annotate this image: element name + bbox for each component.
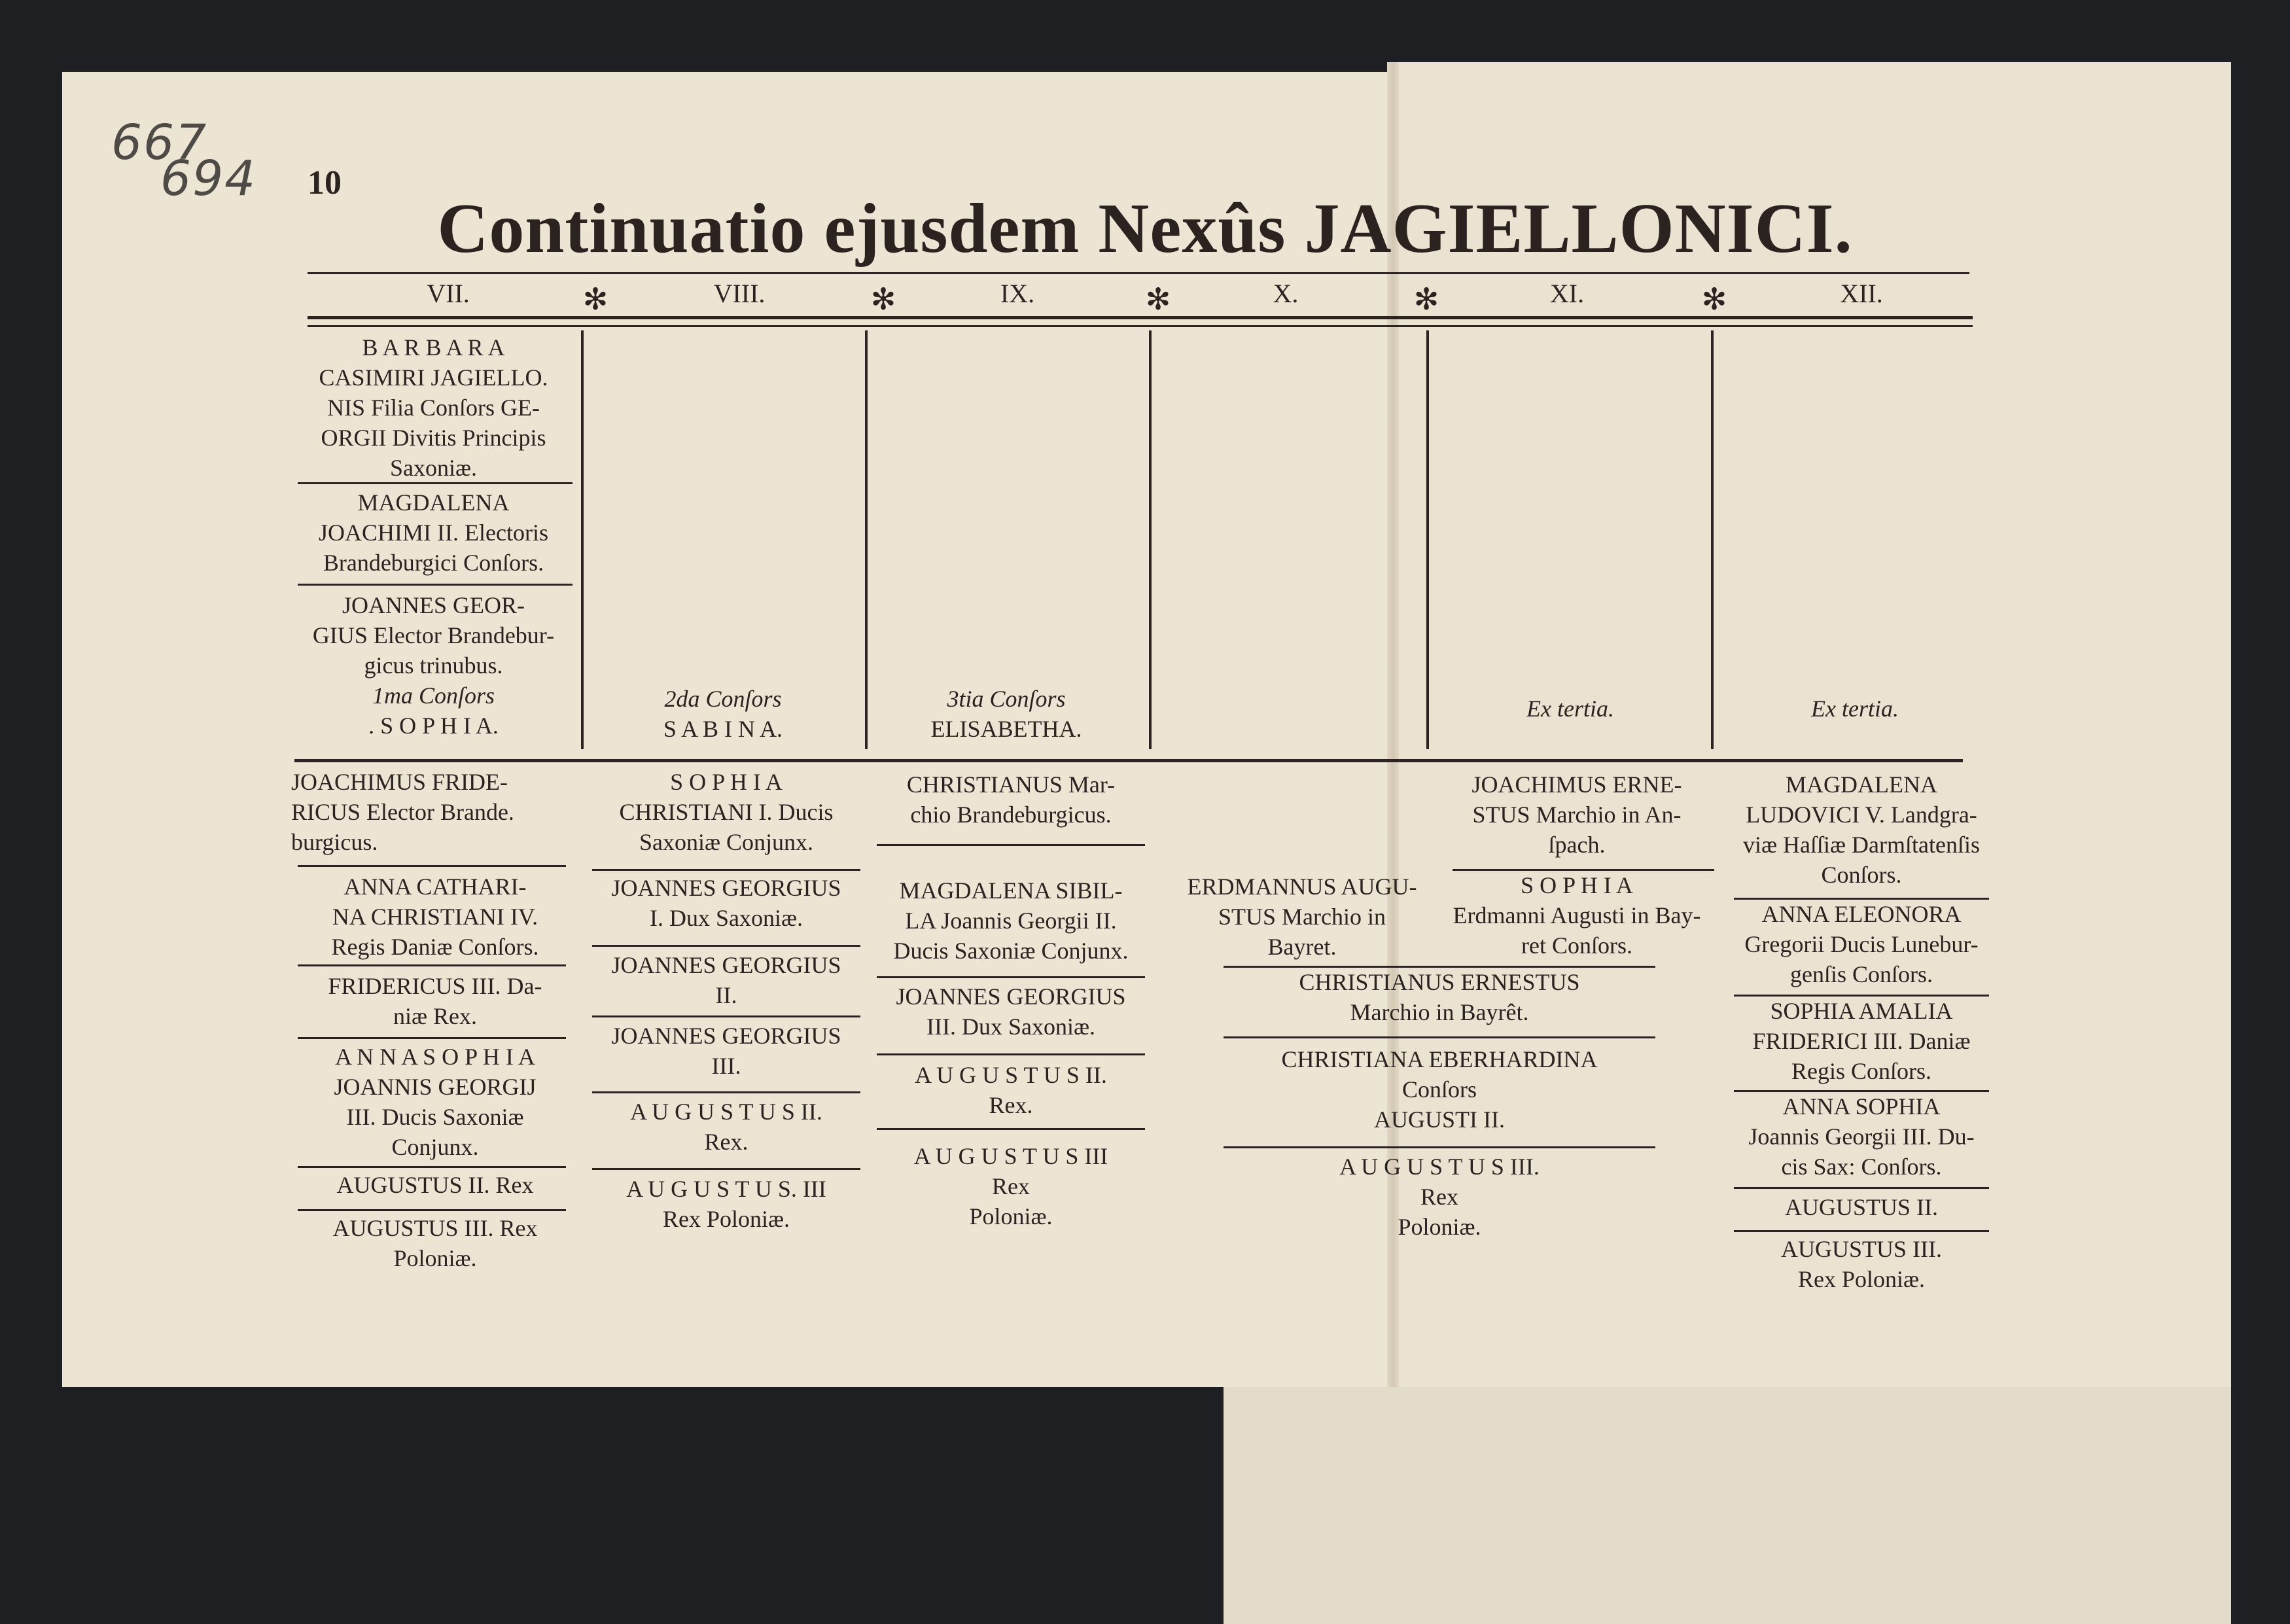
- entry-augustus-ii: AUGUSTUS II.: [1785, 1194, 1938, 1220]
- generation-rule: [298, 1209, 566, 1211]
- generation-rule: [298, 584, 572, 586]
- separator-star: ✻: [1701, 283, 1727, 316]
- generation-rule: [877, 1053, 1145, 1055]
- header-rule-double: [308, 325, 1973, 327]
- entry-anna-catharina: ANNA CATHARI- NA CHRISTIANI IV. Regis Daniæ Conſors.: [331, 874, 539, 960]
- entry-augustus-iii: A U G U S T U S III Rex Poloniæ.: [913, 1143, 1108, 1229]
- entry-joannes-georgius: JOANNES GEOR- GIUS Elector Brandebur- gicus trinubus. 1ma Conſors . S O P H I A.: [312, 592, 555, 739]
- header-rule: [308, 316, 1973, 319]
- entry-anna-sophia: ANNA SOPHIA Joannis Georgii III. Du- cis Sax: Conſors.: [1748, 1093, 1975, 1180]
- generation-rule: [1224, 1146, 1655, 1148]
- entry-fridericus-iii: FRIDERICUS III. Da- niæ Rex.: [328, 973, 542, 1029]
- entry-augustus-ii: A U G U S T U S II. Rex.: [915, 1062, 1107, 1118]
- column-numeral-9: IX.: [1000, 279, 1035, 308]
- entry-sophia: S O P H I A CHRISTIANI I. Ducis Saxoniæ Conjunx.: [619, 769, 834, 855]
- entry-elisabetha: 3tia Conſors ELISABETHA.: [930, 686, 1082, 742]
- entry-christianus-ernestus: CHRISTIANUS ERNESTUS Marchio in Bayrêt.: [1299, 969, 1580, 1025]
- entry-anna-eleonora: ANNA ELEONORA Gregorii Ducis Lunebur- genſis Conſors.: [1744, 901, 1979, 987]
- generation-rule: [1734, 1187, 1989, 1189]
- column-rule: [1711, 330, 1714, 749]
- column-rule: [865, 330, 868, 749]
- generation-rule: [298, 865, 566, 867]
- entry-augustus-iii: A U G U S T U S III. Rex Poloniæ.: [1339, 1154, 1540, 1240]
- entry-erdmannus-augustus: ERDMANNUS AUGU- STUS Marchio in Bayret.: [1187, 874, 1417, 960]
- generation-rule: [592, 1168, 860, 1170]
- generation-rule: [298, 482, 572, 484]
- column-rule: [581, 330, 584, 749]
- column-numeral-10: X.: [1273, 279, 1299, 308]
- column-numeral-8: VIII.: [713, 279, 766, 308]
- underlying-page: [1224, 1361, 2231, 1624]
- entry-joannes-georgius-i: JOANNES GEORGIUS I. Dux Saxoniæ.: [611, 875, 841, 931]
- entry-barbara: B A R B A R A CASIMIRI JAGIELLO. NIS Filia Conſors GE- ORGII Divitis Principis Saxoniæ.: [319, 334, 548, 481]
- separator-star: ✻: [1413, 283, 1439, 316]
- generation-rule: [592, 1091, 860, 1093]
- generation-rule: [1734, 1230, 1989, 1232]
- generation-rule: [592, 945, 860, 947]
- generation-rule: [877, 844, 1145, 846]
- entry-sabina: 2da Conſors S A B I N A.: [663, 686, 783, 742]
- entry-augustus-ii: AUGUSTUS II. Rex: [336, 1172, 534, 1198]
- entry-anna-sophia: A N N A S O P H I A JOANNIS GEORGIJ III. Ducis Saxoniæ Conjunx.: [334, 1044, 537, 1160]
- entry-augustus-iii: AUGUSTUS III. Rex Poloniæ.: [332, 1215, 538, 1271]
- entry-joannes-georgius-ii: JOANNES GEORGIUS II.: [611, 952, 841, 1008]
- header-rule-top: [308, 272, 1969, 274]
- entry-sophia-amalia: SOPHIA AMALIA FRIDERICI III. Daniæ Regis Conſors.: [1752, 998, 1971, 1084]
- page-number: 10: [308, 164, 342, 202]
- column-numeral-7: VII.: [427, 279, 470, 308]
- section-rule: [294, 759, 1963, 762]
- generation-rule: [298, 1037, 566, 1039]
- entry-joannes-georgius-iii: JOANNES GEORGIUS III. Dux Saxoniæ.: [896, 983, 1126, 1040]
- column-numeral-12: XII.: [1840, 279, 1883, 308]
- column-rule: [1426, 330, 1429, 749]
- entry-joachimus-ernestus: JOACHIMUS ERNE- STUS Marchio in An- ſpach.: [1471, 771, 1682, 858]
- entry-ex-tertia: Ex tertia.: [1811, 696, 1899, 722]
- entry-magdalena: MAGDALENA JOACHIMI II. Electoris Brandeburgici Conſors.: [319, 489, 548, 576]
- entry-christianus: CHRISTIANUS Mar- chio Brandeburgicus.: [906, 771, 1116, 828]
- entry-christiana-eberhardina: CHRISTIANA EBERHARDINA Conſors AUGUSTI II.: [1281, 1046, 1598, 1133]
- entry-augustus-ii: A U G U S T U S II. Rex.: [630, 1099, 822, 1155]
- page-title: Continuatio ejusdem Nexûs JAGIELLONICI.: [437, 190, 1853, 268]
- separator-star: ✻: [1145, 283, 1171, 316]
- entry-augustus-iii: AUGUSTUS III. Rex Poloniæ.: [1781, 1236, 1942, 1292]
- entry-ex-tertia: Ex tertia.: [1526, 696, 1614, 722]
- entry-magdalena-sibilla: MAGDALENA SIBIL- LA Joannis Georgii II. Ducis Saxoniæ Conjunx.: [893, 877, 1129, 964]
- separator-star: ✻: [582, 283, 608, 316]
- generation-rule: [592, 869, 860, 871]
- entry-joachimus-fridericus: JOACHIMUS FRIDE- RICUS Elector Brande. burgicus.: [291, 769, 514, 855]
- separator-star: ✻: [870, 283, 896, 316]
- entry-sophia: S O P H I A Erdmanni Augusti in Bay- ret Conſors.: [1453, 872, 1701, 959]
- generation-rule: [298, 1166, 566, 1168]
- generation-rule: [877, 1128, 1145, 1130]
- column-numeral-11: XI.: [1549, 279, 1585, 308]
- generation-rule: [592, 1015, 860, 1017]
- entry-magdalena-hassiae: MAGDALENA LUDOVICI V. Landgra- viæ Haſſiæ Darmſtatenſis Conſors.: [1743, 771, 1980, 888]
- generation-rule: [877, 976, 1145, 978]
- column-rule: [1149, 330, 1152, 749]
- generation-rule: [1224, 1036, 1655, 1038]
- entry-augustus-iii: A U G U S T U S. III Rex Poloniæ.: [626, 1176, 826, 1232]
- handwritten-number-bottom: 694: [160, 150, 257, 207]
- entry-joannes-georgius-iii: JOANNES GEORGIUS III.: [611, 1023, 841, 1079]
- handwritten-number-top: 667: [111, 115, 208, 171]
- generation-rule: [298, 964, 566, 966]
